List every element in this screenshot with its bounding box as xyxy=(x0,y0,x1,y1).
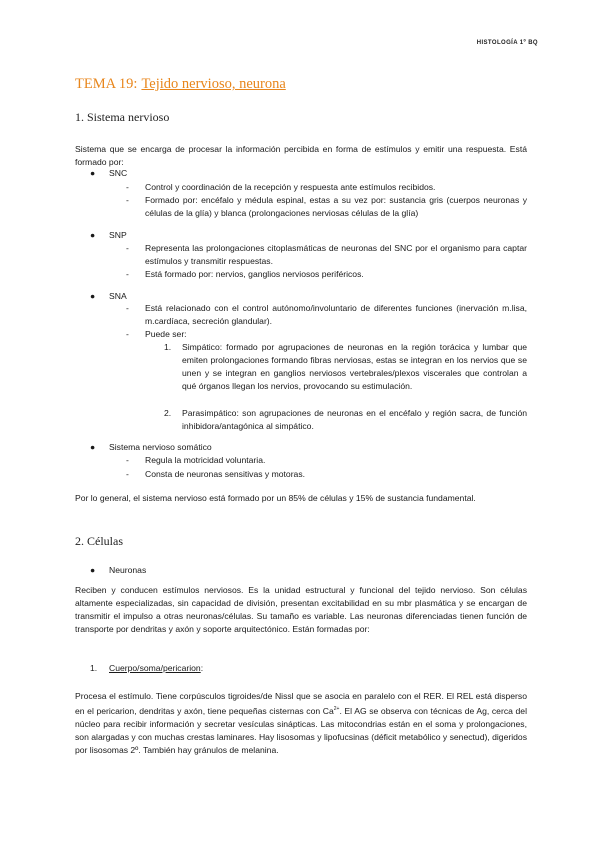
numbered-item-suffix: : xyxy=(200,663,204,673)
para-2-part-b: . El AG se observa con técnicas de Ag, cerca del núcleo para recibir información y secretar vesículas sinápticas. Las mitocondrias están en el soma y prolongaciones, son alargadas y con muchas crestas laminares. Hay lisosomas y lipofucsinas (déficit metabólico y senectud), digeridos por lisosomas 2º. También hay gránulos de melanina. xyxy=(75,705,527,755)
dash-marker: - xyxy=(126,182,129,192)
sna-item-2: Puede ser: xyxy=(145,329,187,339)
bullet-snc-label: SNC xyxy=(109,168,128,178)
section-2-heading: 2. Células xyxy=(75,534,123,548)
snp-item-2: Está formado por: nervios, ganglios nerviosos periféricos. xyxy=(145,269,364,279)
bullet-snp: ● SNP xyxy=(90,230,127,240)
bullet-snp-label: SNP xyxy=(109,230,127,240)
somatico-item-2: Consta de neuronas sensitivas y motoras. xyxy=(145,469,306,479)
dash-marker: - xyxy=(126,455,129,465)
section-1-closing: Por lo general, el sistema nervioso está formado por un 85% de células y 15% de sustancia fundamental. xyxy=(75,493,476,503)
course-header: HISTOLOGÍA 1º BQ xyxy=(476,40,538,46)
section-2-para-1: Reciben y conducen estímulos nerviosos. Es la unidad estructural y funcional del tejido nervioso. Son células altamente especializadas, sin capacidad de división, presentan excitabilidad en su mbr plasmática y se encargan de transmitir el impulso a otras neuronas/células. Su tamaño es variable. Las neuronas diferenciadas tienen función de transporte por dendritas y axón y soporte arquitectónico. Están formadas por: xyxy=(75,585,527,634)
bullet-somatico: ● Sistema nervioso somático xyxy=(90,442,212,452)
somatico-item-1: Regula la motricidad voluntaria. xyxy=(145,455,266,465)
dash-marker: - xyxy=(126,243,129,253)
sna-item-1: Está relacionado con el control autónomo/involuntario de diferentes funciones (inervación m.lisa, m.cardíaca, secreción glandular). xyxy=(145,303,527,326)
dash-marker: - xyxy=(126,329,129,339)
bullet-somatico-label: Sistema nervioso somático xyxy=(109,442,212,452)
bullet-neuronas-label: Neuronas xyxy=(109,565,147,575)
sna-sub-2-number: 2. xyxy=(164,408,172,418)
para-2-part-a: Procesa el estímulo. Tiene corpúsculos tigroides/de Nissl que se asocia en paralelo con el RER. El REL está disperso en el pericarion, dendritas y axón, tiene pequeñas cisternas con Ca xyxy=(75,691,527,716)
bullet-sna: ● SNA xyxy=(90,291,127,301)
dash-marker: - xyxy=(126,195,129,205)
sna-sub-1-number: 1. xyxy=(164,342,172,352)
title-prefix: TEMA 19: xyxy=(75,76,138,92)
bullet-snc: ● SNC xyxy=(90,168,128,178)
sna-sub-2-text: Parasimpático: son agrupaciones de neuronas en el encéfalo y región sacra, de función inhibidora/antagónica al simpático. xyxy=(182,408,527,431)
section-2-para-2 xyxy=(75,690,527,757)
dash-marker: - xyxy=(126,269,129,279)
snp-item-1: Representa las prolongaciones citoplasmáticas de neuronas del SNC por el organismo para captar estímulos y transmitir respuestas. xyxy=(145,243,527,266)
numbered-item-cuerpo xyxy=(90,662,203,675)
numbered-item-number: 1. xyxy=(90,663,98,673)
dash-marker: - xyxy=(126,469,129,479)
sna-sub-1-text: Simpático: formado por agrupaciones de neuronas en la región torácica y lumbar que emiten prolongaciones formando fibras nerviosas, estas se integran en los nervios que se unen y se integran en ganglios nerviosos vertebrales/plexos viscerales que controlan a qué órganos llegan los nervios, provocando su estimulación. xyxy=(182,342,527,391)
numbered-item-label: Cuerpo/soma/pericarion xyxy=(109,663,201,673)
bullet-neuronas: ● Neuronas xyxy=(90,565,147,575)
snc-item-1: Control y coordinación de la recepción y respuesta ante estímulos recibidos. xyxy=(145,182,436,192)
dash-marker: - xyxy=(126,303,129,313)
page-title xyxy=(75,76,286,93)
section-1-heading: 1. Sistema nervioso xyxy=(75,110,170,124)
snc-item-2: Formado por: encéfalo y médula espinal, estas a su vez por: sustancia gris (cuerpos neuronas y células de la glía) y blanca (prolongaciones nerviosas células de la glía) xyxy=(145,195,527,218)
calcium-superscript: 2+ xyxy=(333,706,340,712)
section-1-intro: Sistema que se encarga de procesar la información percibida en forma de estímulos y emitir una respuesta. Está formado por: xyxy=(75,144,527,167)
title-link[interactable]: Tejido nervioso, neurona xyxy=(141,76,286,92)
bullet-sna-label: SNA xyxy=(109,291,127,301)
